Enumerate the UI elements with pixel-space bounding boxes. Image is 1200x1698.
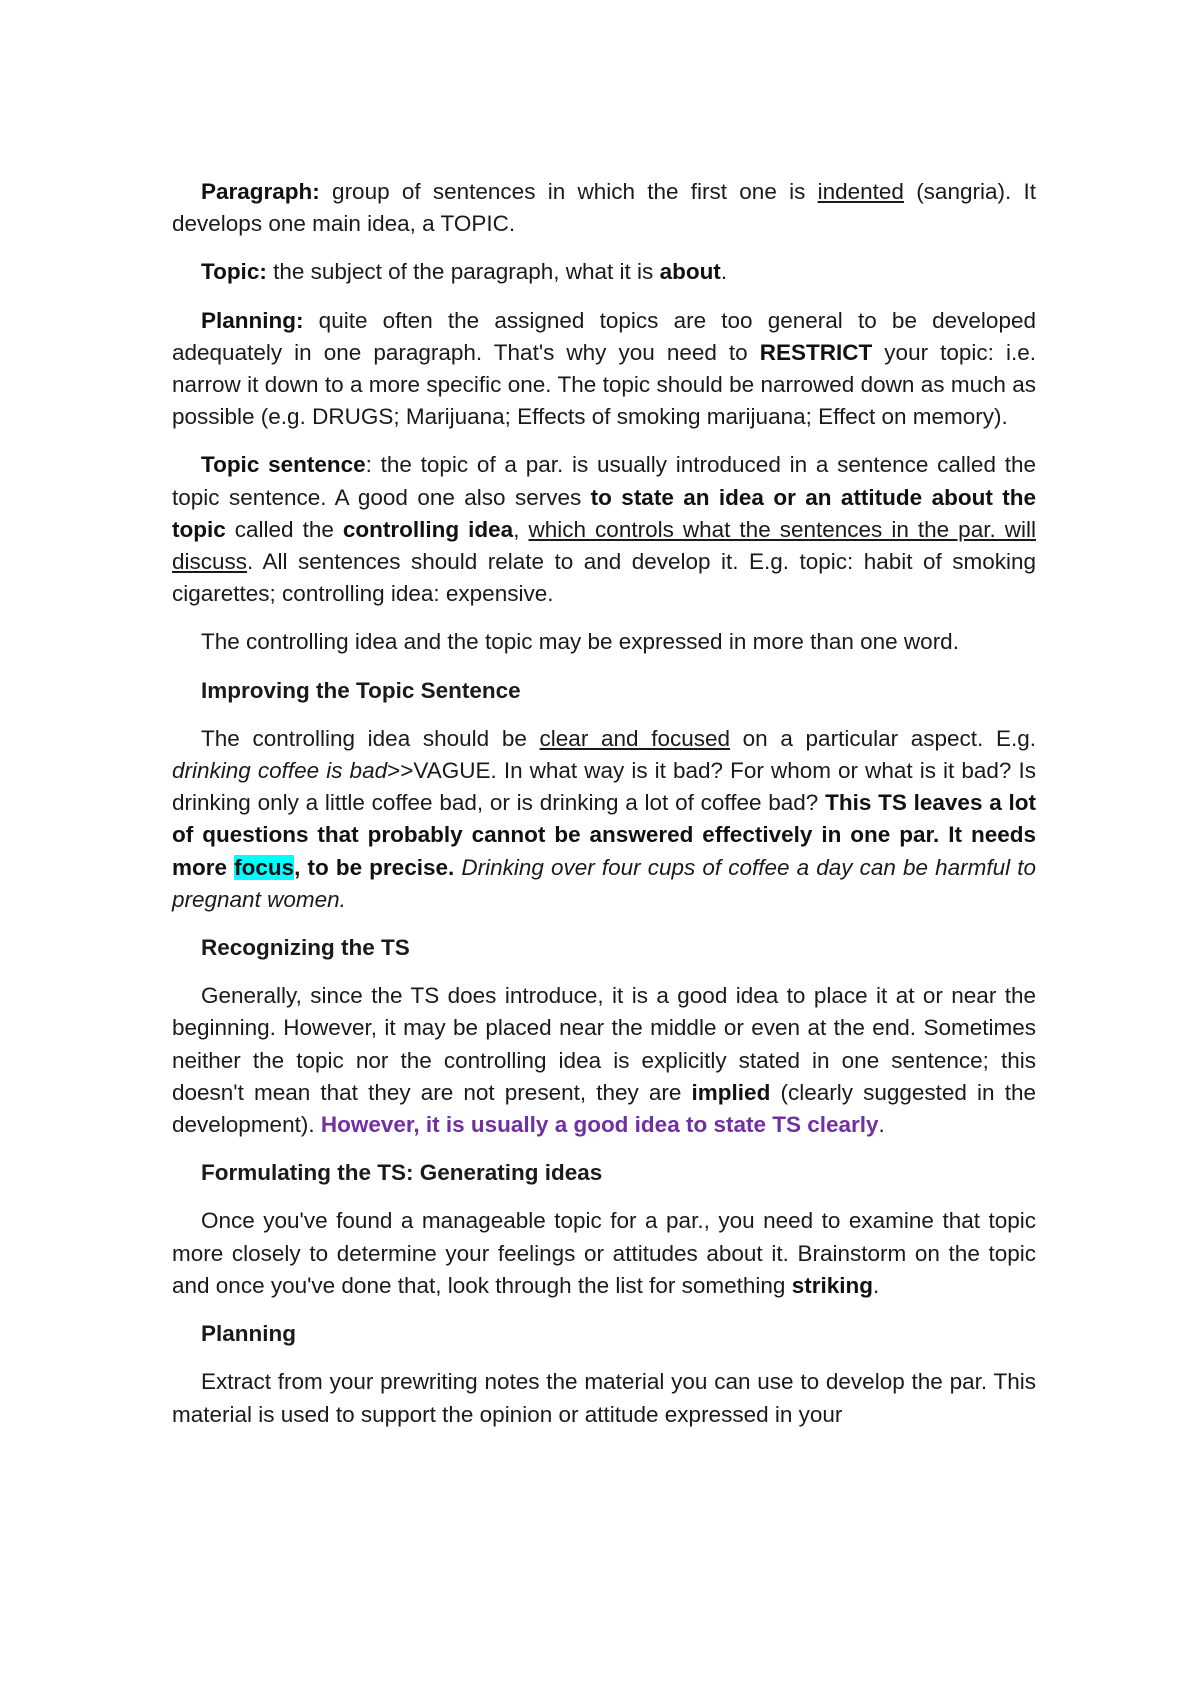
underlined-text: indented xyxy=(817,179,904,204)
term-label: Topic sentence xyxy=(201,452,366,478)
text-run: . xyxy=(872,1272,880,1298)
formulating-paragraph xyxy=(172,1205,1036,1302)
underlined-text: clear and focused xyxy=(539,725,730,751)
bold-text: controlling idea xyxy=(342,516,514,542)
text-run: (sangria). It develops one main idea, a TOPIC. xyxy=(172,179,1036,237)
term-label: Topic: xyxy=(201,259,267,285)
topic-sentence-definition xyxy=(172,449,1036,610)
italic-text: drinking coffee is bad xyxy=(172,758,388,784)
highlighted-text: focus xyxy=(234,854,295,880)
text-run: , xyxy=(513,516,529,542)
recognizing-paragraph xyxy=(172,980,1036,1141)
bold-text: , to be precise. xyxy=(294,854,455,880)
document-page xyxy=(172,176,1036,1447)
term-label: Planning: xyxy=(201,307,304,333)
term-label: Paragraph: xyxy=(201,179,320,204)
underlined-text: which controls what the sentences in the par. will discuss xyxy=(172,516,1036,575)
topic-definition xyxy=(172,256,1036,288)
controlling-idea-note: The controlling idea and the topic may be expressed in more than one word. xyxy=(201,629,959,655)
section-heading-planning: Planning xyxy=(201,1321,296,1347)
bold-text: to state an idea or an attitude about the topic xyxy=(172,484,1036,542)
improving-paragraph xyxy=(172,723,1036,916)
purple-emphasis-text: However, it is usually a good idea to state TS clearly xyxy=(320,1112,879,1138)
planning-paragraph: Extract from your prewriting notes the material you can use to develop the par. This material is used to support the opinion or attitude expressed in your xyxy=(172,1369,1036,1427)
text-run: (clearly suggested in the development). xyxy=(172,1079,1036,1138)
planning-definition xyxy=(172,305,1036,434)
section-heading-improving: Improving the Topic Sentence xyxy=(201,677,521,703)
text-run: quite often the assigned topics are too general to be developed adequately in one paragraph. That's why you need to xyxy=(172,307,1036,365)
paragraph-definition xyxy=(172,176,1036,240)
text-run: . All sentences should relate to and develop it. E.g. topic: habit of smoking cigarettes; controlling idea: expensive. xyxy=(172,549,1036,607)
text-run: group of sentences in which the first one is xyxy=(319,179,818,204)
bold-text: RESTRICT xyxy=(759,339,873,365)
text-run: your topic: i.e. narrow it down to a more specific one. The topic should be narrowed down as much as possible (e.g. DRUGS; Marijuana; Effects of smoking marijuana; Effect on memory). xyxy=(172,339,1036,430)
section-heading-formulating: Formulating the TS: Generating ideas xyxy=(201,1160,603,1186)
text-run: the subject of the paragraph, what it is xyxy=(266,259,660,285)
text-run: >>VAGUE. In what way is it bad? For whom or what is it bad? Is drinking only a little coffee bad, or is drinking a lot of coffee bad? xyxy=(172,758,1036,816)
text-run: The controlling idea should be xyxy=(201,725,540,751)
text-run: on a particular aspect. E.g. xyxy=(730,725,1036,751)
bold-text: about xyxy=(659,259,721,285)
bold-text: This TS leaves a lot of questions that probably cannot be answered effectively in one par. It needs more xyxy=(172,790,1036,880)
text-run: . xyxy=(720,259,728,285)
text-run: : the topic of a par. is usually introduced in a sentence called the topic sentence. A good one also serves xyxy=(172,452,1036,510)
text-run: Once you've found a manageable topic for a par., you need to examine that topic more closely to determine your feelings or attitudes about it. Brainstorm on the topic and once you've done that, look through the list for something xyxy=(172,1208,1036,1298)
text-run: called the xyxy=(225,516,343,542)
text-run: Generally, since the TS does introduce, it is a good idea to place it at or near the beginning. However, it may be placed near the middle or even at the end. Sometimes neither the topic nor the controlling idea is explicitly stated in one sentence; this doesn't mean that they are not present, they are xyxy=(172,983,1036,1105)
italic-text: Drinking over four cups of coffee a day can be harmful to pregnant women. xyxy=(172,854,1036,912)
bold-text: implied xyxy=(691,1079,771,1105)
section-heading-recognizing: Recognizing the TS xyxy=(201,935,410,961)
text-run: . xyxy=(878,1112,885,1138)
bold-text: striking xyxy=(791,1272,873,1298)
